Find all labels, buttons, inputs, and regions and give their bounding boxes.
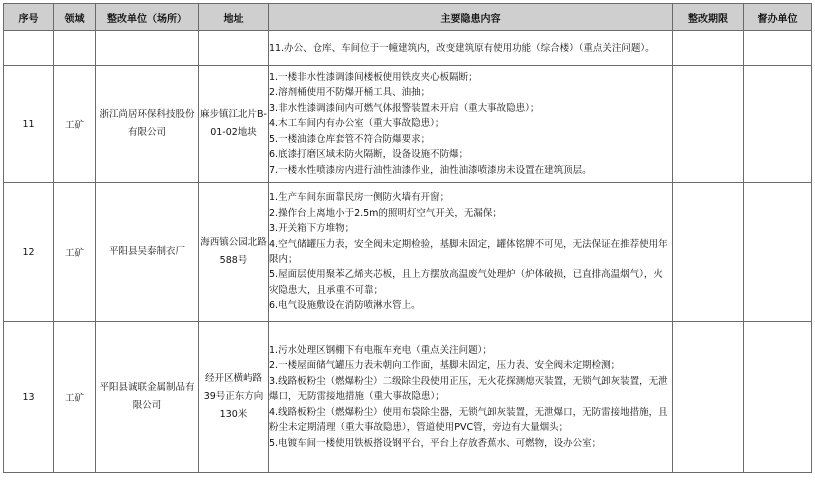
col-header-field: 领域 [54,4,96,31]
cell-address: 经开区横屿路39号正东方向130米 [199,322,269,473]
cell-address: 海西镇公园北路588号 [199,183,269,322]
cell-no: 11 [4,66,54,183]
cell-deadline [673,183,744,322]
col-header-no: 序号 [4,4,54,31]
issue-item: 4.木工车间内有办公室（重大事故隐患）； [269,118,445,130]
cell-address: 麻步镇江北片B-01-02地块 [199,66,269,183]
issue-item: 5.屋面层使用聚苯乙烯夹芯板，且上方摆放高温废气处理炉（炉体破损，已直排高温烟气），火灾隐患大，且承重不可靠； [269,269,663,296]
cell-issues [269,66,673,183]
cell-field: 工矿 [54,183,96,322]
cell-unit: 浙江尚居环保科技股份有限公司 [96,66,199,183]
col-header-address: 地址 [199,4,269,31]
cell-issues [269,183,673,322]
col-header-deadline: 整改期限 [673,4,744,31]
cell-field: 工矿 [54,66,96,183]
cell-issues [269,322,673,473]
col-header-issues: 主要隐患内容 [269,4,673,31]
cell-field [54,31,96,66]
col-header-supervisor: 督办单位 [744,4,812,31]
hazard-table [3,3,812,473]
issue-item: 6.底漆打磨区域未防火隔断，设备设施不防爆； [269,149,469,161]
cell-issues [269,31,673,66]
issue-item: 3.线路板粉尘（燃爆粉尘）二级除尘段使用正压，无火花探测熄灭装置，无锁气卸灰装置，无泄爆口，无防雷接地措施（重大事故隐患）； [269,375,668,403]
issue-item: 6.电气设施敷设在消防喷淋水管上。 [269,300,421,312]
issue-item: 5.一楼油漆仓库套管不符合防爆要求； [269,133,431,145]
col-header-unit: 整改单位（场所） [96,4,199,31]
cell-unit: 平阳县吴泰制衣厂 [96,183,199,322]
issue-item: 2.溶剂桶使用不防爆开桶工具、油抽； [269,87,431,99]
issue-item: 3.开关箱下方堆物； [269,223,355,235]
cell-unit [96,31,199,66]
table-row [4,183,812,322]
issue-item: 5.电镀车间一楼使用铁板搭设钢平台，平台上存放香蕉水、可燃物，设办公室； [269,437,602,449]
cell-supervisor [744,322,812,473]
cell-supervisor [744,66,812,183]
issue-item: 1.生产车间东面靠民房一侧防火墙有开窗； [269,192,450,204]
cell-supervisor [744,183,812,322]
issue-item: 2.操作台上离地小于2.5m的照明灯空气开关，无漏保； [269,207,502,219]
cell-address [199,31,269,66]
issue-item: 4.线路板粉尘（燃爆粉尘）使用布袋除尘器，无锁气卸灰装置，无泄爆口，无防雷接地措施，且粉尘未定期清理（重大事故隐患），管道使用PVC管，旁边有大量烟头； [269,406,668,434]
table-row [4,322,812,473]
cell-supervisor [744,31,812,66]
issue-item: 3.非水性漆调漆间内可燃气体报警装置未开启（重大事故隐患）； [269,102,540,114]
cell-no [4,31,54,66]
cell-field: 工矿 [54,322,96,473]
cell-unit: 平阳县诚联金属制品有限公司 [96,322,199,473]
issue-item: 1.一楼非水性漆调漆间楼板使用铁皮夹心板隔断； [269,72,478,84]
issue-item: 2.一楼屋面储气罐压力表未朝向工作面，基脚未固定，压力表、安全阀未定期检测； [269,360,621,372]
header-row [4,4,812,31]
issue-item: 4.空气储罐压力表，安全阀未定期检验，基脚未固定，罐体铭牌不可见，无法保证在推荐使用年限内； [269,238,668,265]
cell-deadline [673,66,744,183]
issue-item: 1.污水处理区钢棚下有电瓶车充电（重点关注问题）； [269,345,492,357]
cell-deadline [673,322,744,473]
cell-no: 12 [4,183,54,322]
cell-no: 13 [4,322,54,473]
table-row [4,66,812,183]
cell-deadline [673,31,744,66]
issue-item: 7.一楼水性喷漆房内进行油性油漆作业，油性油漆喷漆房未设置在建筑顶层。 [269,164,592,176]
table-row-continuation [4,31,812,66]
issue-item: 11.办公、仓库、车间位于一幢建筑内，改变建筑原有使用功能（综合楼）（重点关注问题）。 [269,42,655,54]
